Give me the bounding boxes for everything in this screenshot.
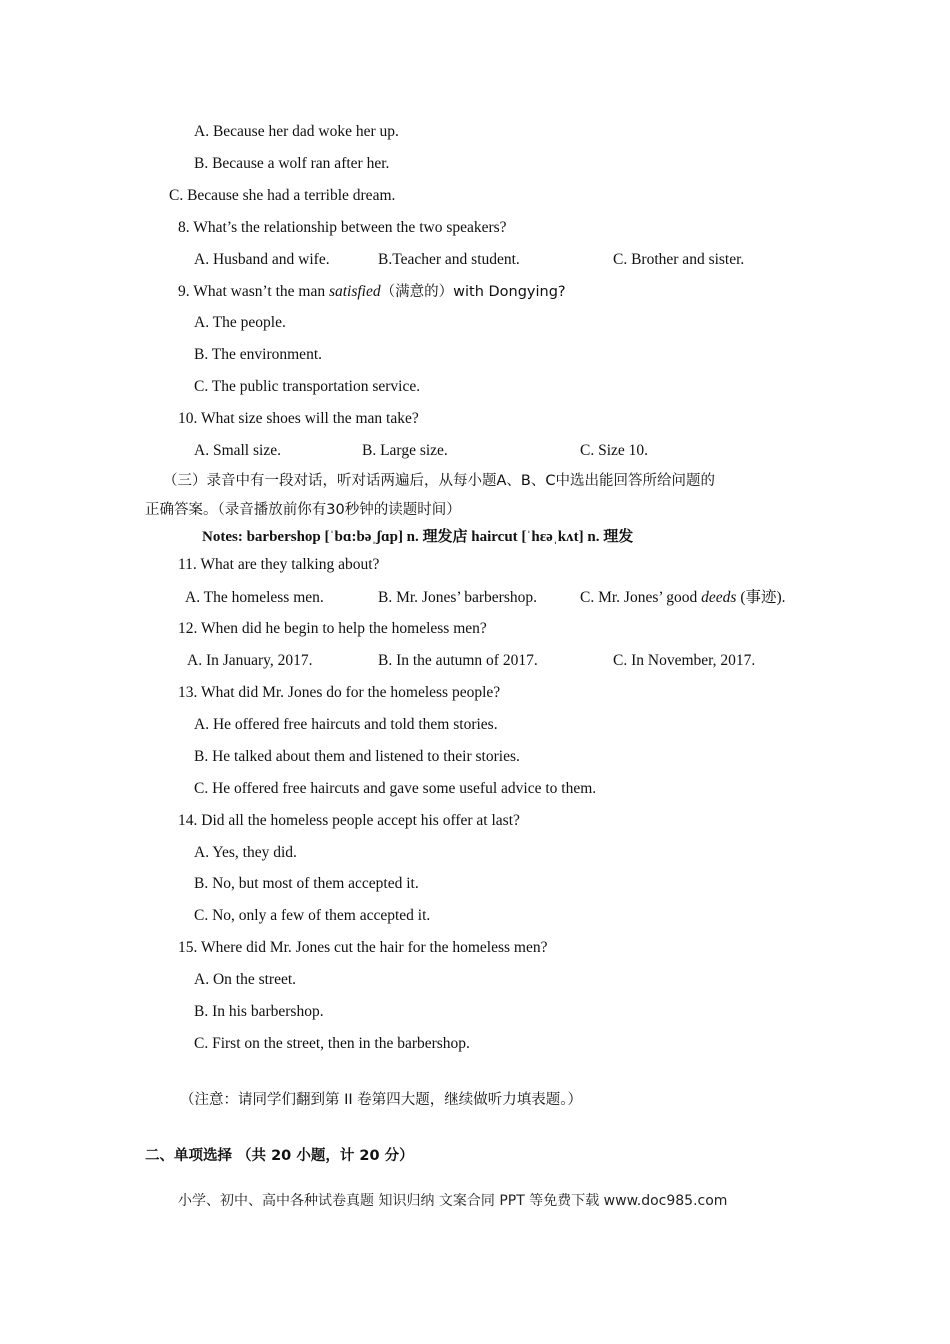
q8-option-b: B.Teacher and student. [378, 251, 520, 268]
q10-option-a: A. Small size. [194, 442, 281, 459]
q11-stem: 11. What are they talking about? [178, 556, 380, 573]
q12-option-c: C. In November, 2017. [613, 652, 756, 669]
q9-option-c: C. The public transportation service. [194, 378, 421, 395]
section2-heading: 二、单项选择 （共 20 小题，计 20 分） [145, 1148, 414, 1164]
footer-promo: 小学、初中、高中各种试卷真题 知识归纳 文案合同 PPT 等免费下载 www.doc985.com [178, 1193, 728, 1209]
q12-stem: 12. When did he begin to help the homeless men? [178, 620, 487, 637]
q8-stem: 8. What’s the relationship between the two speakers? [178, 219, 507, 236]
q15-option-b: B. In his barbershop. [194, 1003, 324, 1020]
q15-option-c: C. First on the street, then in the barbershop. [194, 1035, 470, 1052]
q12-option-a: A. In January, 2017. [187, 652, 313, 669]
q14-option-b: B. No, but most of them accepted it. [194, 875, 419, 892]
q9-stem [178, 282, 566, 302]
q11-option-c-after: (事迹). [736, 589, 786, 606]
q13-option-a: A. He offered free haircuts and told them stories. [194, 716, 498, 733]
q9-stem-before: 9. What wasn’t the man [178, 283, 329, 300]
q11-option-c [580, 588, 786, 608]
q9-stem-italic: satisfied [328, 283, 381, 300]
q11-option-c-italic: deeds [701, 589, 737, 606]
q9-option-a: A. The people. [194, 314, 286, 331]
q7-option-c: C. Because she had a terrible dream. [169, 187, 396, 204]
q13-option-c: C. He offered free haircuts and gave some useful advice to them. [194, 780, 597, 797]
q15-option-a: A. On the street. [194, 971, 297, 988]
q12-option-b: B. In the autumn of 2017. [378, 652, 538, 669]
notice: （注意：请同学们翻到第 II 卷第四大题，继续做听力填表题。） [180, 1092, 583, 1108]
q10-stem: 10. What size shoes will the man take? [178, 410, 419, 427]
q7-option-a: A. Because her dad woke her up. [194, 123, 399, 140]
q9-stem-after: （满意的）with Dongying? [380, 284, 566, 300]
q8-option-c: C. Brother and sister. [613, 251, 745, 268]
q14-option-a: A. Yes, they did. [194, 844, 297, 861]
q14-stem: 14. Did all the homeless people accept his offer at last? [178, 812, 520, 829]
q8-option-a: A. Husband and wife. [194, 251, 330, 268]
q13-stem: 13. What did Mr. Jones do for the homeless people? [178, 684, 501, 701]
q15-stem: 15. Where did Mr. Jones cut the hair for the homeless men? [178, 939, 548, 956]
section3-instruction-line2: 正确答案。（录音播放前你有30秒钟的读题时间） [145, 502, 461, 518]
q10-option-c: C. Size 10. [580, 442, 649, 459]
q7-option-b: B. Because a wolf ran after her. [194, 155, 390, 172]
section3-instruction-line1: （三）录音中有一段对话，听对话两遍后，从每小题A、B、C中选出能回答所给问题的 [163, 473, 715, 489]
q13-option-b: B. He talked about them and listened to their stories. [194, 748, 520, 765]
q11-option-a: A. The homeless men. [185, 589, 324, 606]
q9-option-b: B. The environment. [194, 346, 322, 363]
q14-option-c: C. No, only a few of them accepted it. [194, 907, 431, 924]
q11-option-b: B. Mr. Jones’ barbershop. [378, 589, 537, 606]
section3-notes: Notes: barbershop [ˈbɑ:bəˌʃɑp] n. 理发店 haircut [ˈhɛəˌkʌt] n. 理发 [202, 529, 634, 545]
q10-option-b: B. Large size. [362, 442, 448, 459]
q11-option-c-before: C. Mr. Jones’ good [580, 589, 702, 606]
